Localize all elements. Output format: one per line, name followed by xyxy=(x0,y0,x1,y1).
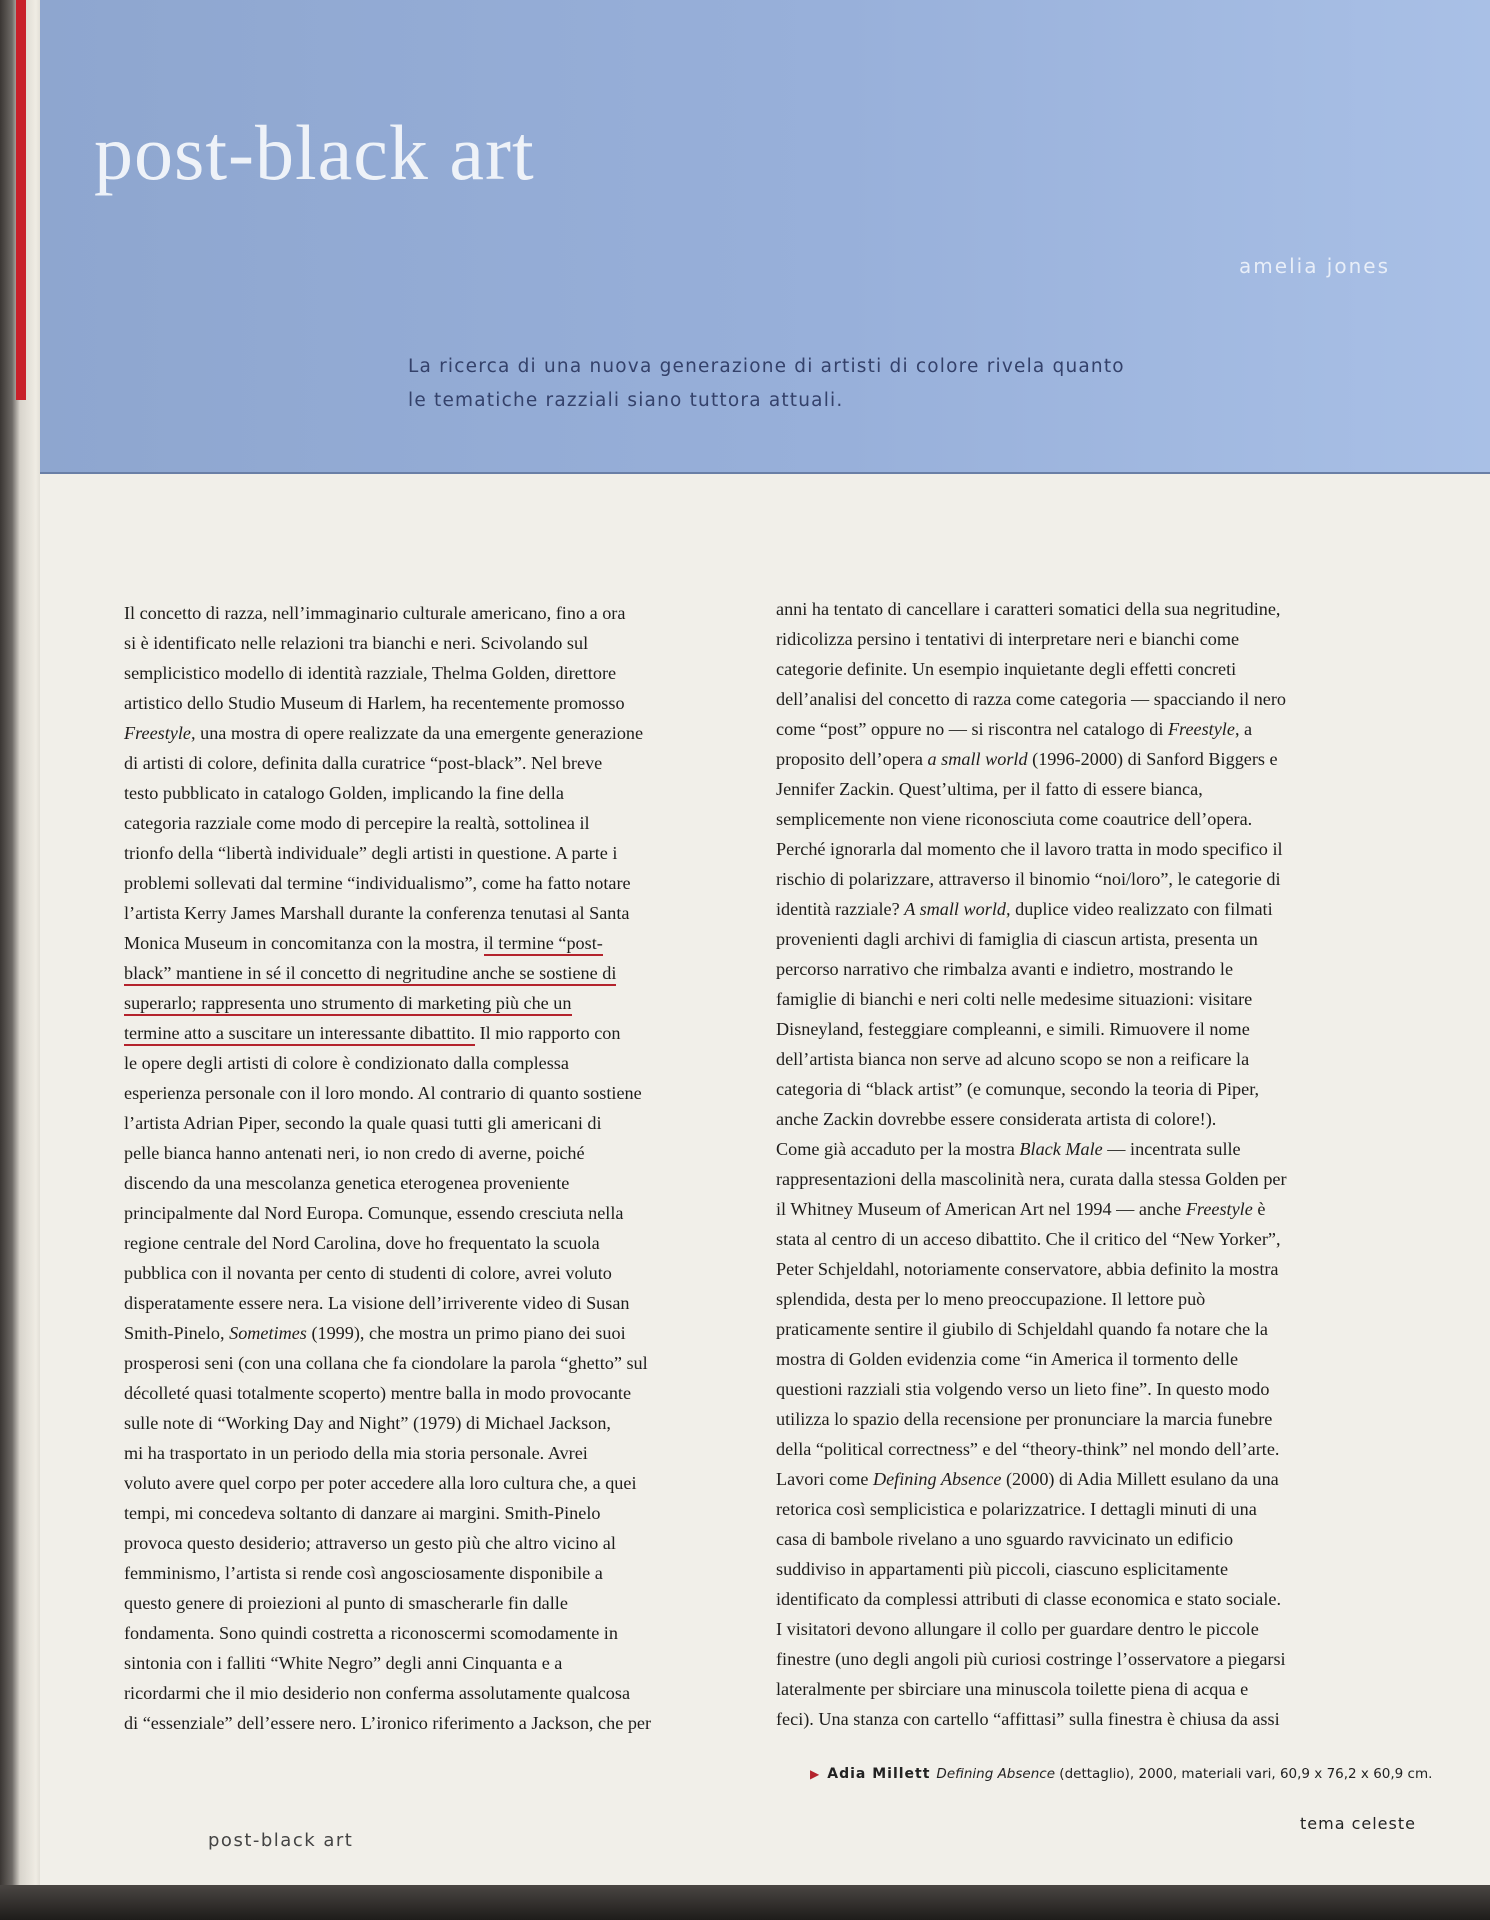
text-line: trionfo della “libertà individuale” degli artisti in questione. A parte i xyxy=(124,843,618,863)
text-line: proposito dell’opera a small world (1996-2000) di Sanford Biggers e xyxy=(776,749,1278,769)
article-column-left xyxy=(124,598,784,1738)
text-line: Peter Schjeldahl, notoriamente conservatore, abbia definito la mostra xyxy=(776,1259,1279,1279)
italic-title: Sometimes xyxy=(229,1323,307,1343)
text-line: finestre (uno degli angoli più curiosi costringe l’osservatore a piegarsi xyxy=(776,1649,1286,1669)
lede-line: le tematiche razziali siano tuttora attuali. xyxy=(408,390,844,411)
text-line: l’artista Kerry James Marshall durante la conferenza tenutasi al Santa xyxy=(124,903,630,923)
text-line: identificato da complessi attributi di classe economica e stato sociale. xyxy=(776,1589,1282,1609)
text-line: splendida, desta per lo meno preoccupazione. Il lettore può xyxy=(776,1289,1206,1309)
text-line: pubblica con il novanta per cento di studenti di colore, avrei voluto xyxy=(124,1263,612,1283)
text-line: provoca questo desiderio; attraverso un gesto più che altro vicino al xyxy=(124,1533,616,1553)
lede-line: La ricerca di una nuova generazione di artisti di colore rivela quanto xyxy=(408,356,1125,377)
text-line: dell’analisi del concetto di razza come categoria — spacciando il nero xyxy=(776,689,1287,709)
italic-title: Freestyle xyxy=(1167,719,1235,739)
text-line: principalmente dal Nord Europa. Comunque, essendo cresciuta nella xyxy=(124,1203,624,1223)
text-line: praticamente sentire il giubilo di Schjeldahl quando fa notare che la xyxy=(776,1319,1268,1339)
italic-title: Freestyle, xyxy=(124,723,196,743)
text-line: suddiviso in appartamenti più piccoli, ciascuno esplicitamente xyxy=(776,1559,1229,1579)
text-line: ricordarmi che il mio desiderio non conferma assolutamente qualcosa xyxy=(124,1683,631,1703)
text-line: problemi sollevati dal termine “individualismo”, come ha fatto notare xyxy=(124,873,631,893)
italic-title: A small world, xyxy=(904,899,1011,919)
text-line: pelle bianca hanno antenati neri, io non credo di averne, poiché xyxy=(124,1143,585,1163)
text-line: regione centrale del Nord Carolina, dove ho frequentato la scuola xyxy=(124,1233,600,1253)
text-line: feci). Una stanza con cartello “affittasi” sulla finestra è chiusa da assi xyxy=(776,1709,1280,1729)
spine-red-edge xyxy=(16,0,26,400)
page-bottom-shadow xyxy=(0,1885,1490,1920)
text-line: si è identificato nelle relazioni tra bianchi e neri. Scivolando sul xyxy=(124,633,589,653)
running-footer-title: post-black art xyxy=(208,1830,354,1851)
text-line: esperienza personale con il loro mondo. Al contrario di quanto sostiene xyxy=(124,1083,642,1103)
text-line: Lavori come Defining Absence (2000) di Adia Millett esulano da una xyxy=(776,1469,1279,1489)
text-line: Jennifer Zackin. Quest’ultima, per il fatto di essere bianca, xyxy=(776,779,1203,799)
text-line: categoria di “black artist” (e comunque, secondo la teoria di Piper, xyxy=(776,1079,1260,1099)
underlined-text: termine atto a suscitare un interessante dibattito. xyxy=(124,1023,475,1046)
text-line: le opere degli artisti di colore è condizionato dalla complessa xyxy=(124,1053,569,1073)
text-line: semplicemente non viene riconosciuta come coautrice dell’opera. xyxy=(776,809,1253,829)
author-name: amelia jones xyxy=(1239,254,1390,278)
text-line: Smith-Pinelo, Sometimes (1999), che mostra un primo piano dei suoi xyxy=(124,1323,626,1343)
underlined-text: il termine “post- xyxy=(484,933,603,956)
text-line: come “post” oppure no — si riscontra nel catalogo di Freestyle, a xyxy=(776,719,1253,739)
text-line: Come già accaduto per la mostra Black Male — incentrata sulle xyxy=(776,1139,1241,1159)
text-line: il Whitney Museum of American Art nel 1994 — anche Freestyle è xyxy=(776,1199,1266,1219)
text-line: famiglie di bianchi e neri colti nelle medesime situazioni: visitare xyxy=(776,989,1253,1009)
text-line: dell’artista bianca non serve ad alcuno scopo se non a reificare la xyxy=(776,1049,1250,1069)
text-line: femminismo, l’artista si rende così angosciosamente disponibile a xyxy=(124,1563,603,1583)
text-line: retorica così semplicistica e polarizzatrice. I dettagli minuti di una xyxy=(776,1499,1257,1519)
text-line: sulle note di “Working Day and Night” (1979) di Michael Jackson, xyxy=(124,1413,611,1433)
text-line: prosperosi seni (con una collana che fa ciondolare la parola “ghetto” sul xyxy=(124,1353,648,1373)
text-line: di artisti di colore, definita dalla curatrice “post-black”. Nel breve xyxy=(124,753,603,773)
text-line: discendo da una mescolanza genetica eterogenea proveniente xyxy=(124,1173,570,1193)
text-line: questioni razziali stia volgendo verso un lieto fine”. In questo modo xyxy=(776,1379,1270,1399)
text-line: disperatamente essere nera. La visione dell’irriverente video di Susan xyxy=(124,1293,630,1313)
italic-title: Black Male xyxy=(1019,1139,1103,1159)
italic-title: Freestyle xyxy=(1185,1199,1253,1219)
text-line: Freestyle, una mostra di opere realizzate da una emergente generazione xyxy=(124,723,644,743)
text-line: artistico dello Studio Museum di Harlem, ha recentemente promosso xyxy=(124,693,625,713)
text-line: tempi, mi concedeva soltanto di danzare ai margini. Smith-Pinelo xyxy=(124,1503,601,1523)
text-line: ridicolizza persino i tentativi di interpretare neri e bianchi come xyxy=(776,629,1240,649)
text-line xyxy=(124,958,784,988)
header-band xyxy=(40,0,1490,474)
text-line: fondamenta. Sono quindi costretta a riconoscermi scomodamente in xyxy=(124,1623,618,1643)
text-line: mi ha trasportato in un periodo della mia storia personale. Avrei xyxy=(124,1443,588,1463)
text-line: l’artista Adrian Piper, secondo la quale quasi tutti gli americani di xyxy=(124,1113,602,1133)
caption-work-title: Defining Absence xyxy=(936,1766,1055,1782)
text-line: rappresentazioni della mascolinità nera, curata dalla stessa Golden per xyxy=(776,1169,1287,1189)
text-line: I visitatori devono allungare il collo per guardare dentro le piccole xyxy=(776,1619,1259,1639)
text-line: Il concetto di razza, nell’immaginario culturale americano, fino a ora xyxy=(124,603,626,623)
lede-text xyxy=(408,350,1308,418)
text-line: della “political correctness” e del “theory-think” nel mondo dell’arte. xyxy=(776,1439,1280,1459)
running-footer-magazine: tema celeste xyxy=(1300,1814,1416,1833)
caption-details: (dettaglio), 2000, materiali vari, 60,9 x 76,2 x 60,9 cm. xyxy=(1059,1766,1433,1782)
text-line: semplicistico modello di identità razziale, Thelma Golden, direttore xyxy=(124,663,617,683)
article-column-right xyxy=(776,594,1436,1734)
text-line: testo pubblicato in catalogo Golden, implicando la fine della xyxy=(124,783,564,803)
text-line: Monica Museum in concomitanza con la mostra, il termine “post- xyxy=(124,928,784,958)
text-line: décolleté quasi totalmente scoperto) mentre balla in modo provocante xyxy=(124,1383,632,1403)
text-line: anche Zackin dovrebbe essere considerata artista di colore!). xyxy=(776,1109,1217,1129)
text-line: categorie definite. Un esempio inquietante degli effetti concreti xyxy=(776,659,1237,679)
italic-title: Defining Absence xyxy=(872,1469,1002,1489)
underlined-text: superarlo; rappresenta uno strumento di marketing più che un xyxy=(124,993,572,1016)
caption-triangle-icon: ▶ xyxy=(810,1767,820,1781)
magazine-page xyxy=(40,0,1490,1885)
caption-artist: Adia Millett xyxy=(827,1766,931,1782)
text-line: sintonia con i falliti “White Negro” degli anni Cinquanta e a xyxy=(124,1653,563,1673)
underlined-text: black” mantiene in sé il concetto di negritudine anche se sostiene di xyxy=(124,963,616,986)
text-line: stata al centro di un acceso dibattito. Che il critico del “New Yorker”, xyxy=(776,1229,1281,1249)
text-line: Perché ignorarla dal momento che il lavoro tratta in modo specifico il xyxy=(776,839,1283,859)
text-line: di “essenziale” dell’essere nero. L’ironico riferimento a Jackson, che per xyxy=(124,1713,652,1733)
text-line: Disneyland, festeggiare compleanni, e simili. Rimuovere il nome xyxy=(776,1019,1250,1039)
text-line: categoria razziale come modo di percepire la realtà, sottolinea il xyxy=(124,813,590,833)
text-line: mostra di Golden evidenzia come “in America il tormento delle xyxy=(776,1349,1239,1369)
page-title: post-black art xyxy=(94,109,535,196)
text-line: lateralmente per sbirciare una minuscola toilette piena di acqua e xyxy=(776,1679,1249,1699)
text-line: anni ha tentato di cancellare i caratteri somatici della sua negritudine, xyxy=(776,599,1281,619)
image-caption xyxy=(810,1766,1432,1782)
text-line: termine atto a suscitare un interessante dibattito. Il mio rapporto con xyxy=(124,1018,784,1048)
text-line: rischio di polarizzare, attraverso il binomio “noi/loro”, le categorie di xyxy=(776,869,1281,889)
text-line: voluto avere quel corpo per poter accedere alla loro cultura che, a quei xyxy=(124,1473,637,1493)
text-line: utilizza lo spazio della recensione per pronunciare la marcia funebre xyxy=(776,1409,1273,1429)
text-line: provenienti dagli archivi di famiglia di ciascun artista, presenta un xyxy=(776,929,1258,949)
text-line: identità razziale? A small world, duplice video realizzato con filmati xyxy=(776,899,1273,919)
text-line: casa di bambole rivelano a uno sguardo ravvicinato un edificio xyxy=(776,1529,1234,1549)
text-line xyxy=(124,988,784,1018)
italic-title: a small world xyxy=(927,749,1028,769)
text-line: questo genere di proiezioni al punto di smascherarle fin dalle xyxy=(124,1593,568,1613)
text-line: percorso narrativo che rimbalza avanti e indietro, mostrando le xyxy=(776,959,1234,979)
